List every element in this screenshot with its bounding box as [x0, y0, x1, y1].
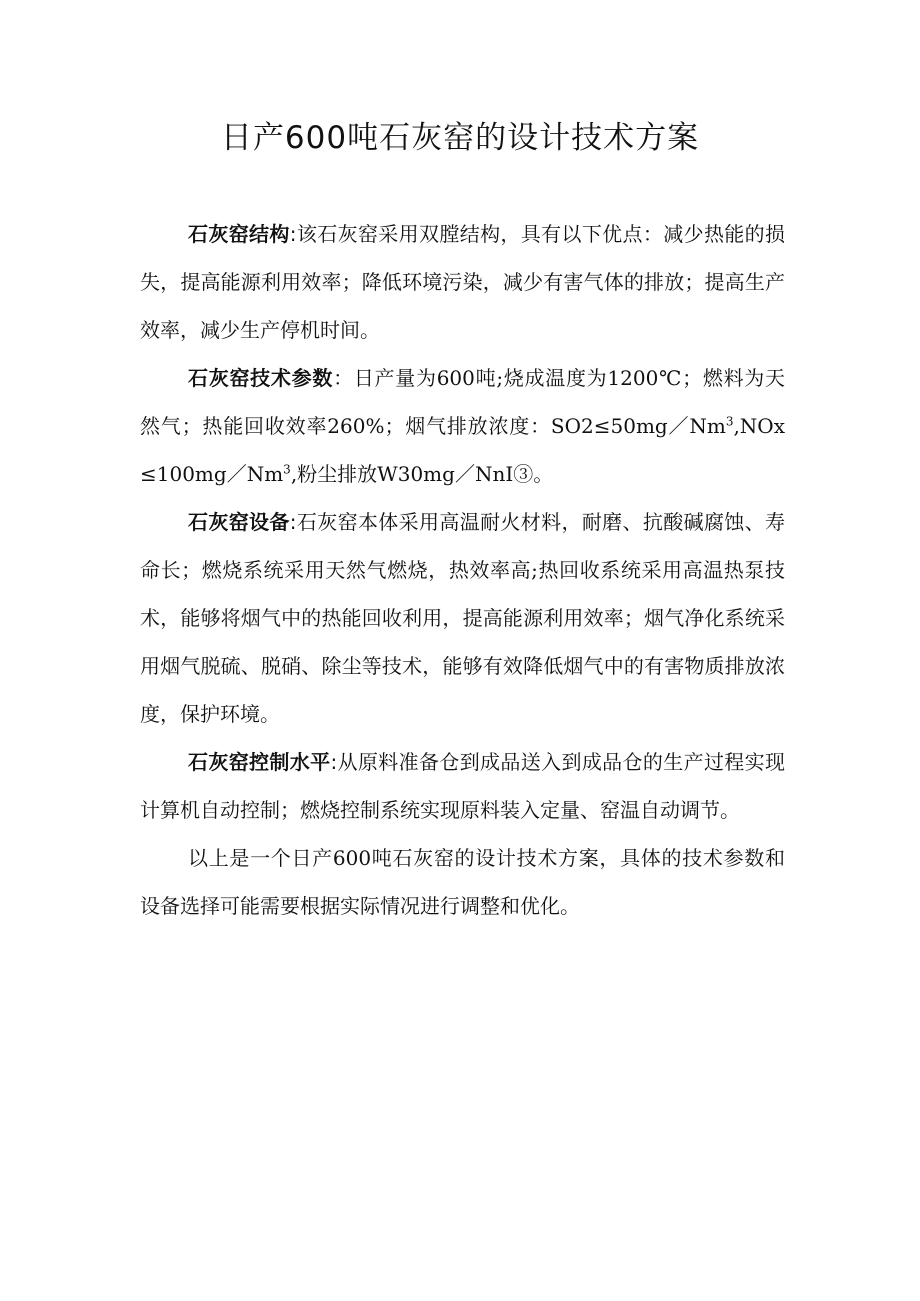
- section-text-structure: 该石灰窑采用双膛结构，具有以下优点：减少热能的损失，提高能源利用效率；降低环境污染，减少有害气体的排放；提高生产效率，减少生产停机时间。: [140, 222, 786, 342]
- section-heading-equipment: 石灰窑设备: [188, 510, 290, 534]
- document-body: [140, 210, 785, 930]
- paragraph-control: [140, 738, 785, 834]
- paragraph-conclusion: 以上是一个日产600吨石灰窑的设计技术方案，具体的技术参数和设备选择可能需要根据实际情况进行调整和优化。: [140, 846, 785, 918]
- section-heading-structure: 石灰窑结构: [188, 222, 290, 246]
- superscript-3: 3: [725, 414, 734, 429]
- heading-separator: :: [330, 750, 338, 774]
- section-heading-control: 石灰窑控制水平: [188, 750, 331, 774]
- heading-separator: ：: [333, 366, 354, 390]
- section-text-parameters-part3: ,粉尘排放W30mg／NnI③。: [290, 462, 554, 486]
- section-text-parameters-part1: 日产量为600吨;烧成温度为1200℃；燃料为天然气；热能回收效率260%；烟气排放浓度：SO2≤50mg／Nm: [140, 366, 786, 438]
- section-text-control: 从原料准备仓到成品送入到成品仓的生产过程实现计算机自动控制；燃烧控制系统实现原料装入定量、窑温自动调节。: [140, 750, 786, 822]
- superscript-3: 3: [283, 462, 291, 477]
- paragraph-parameters: [140, 354, 785, 498]
- paragraph-equipment: [140, 498, 785, 738]
- heading-separator: :: [289, 510, 297, 534]
- section-text-parameters-part2: ,NOx≤100mg／Nm: [140, 414, 785, 486]
- section-heading-parameters: 石灰窑技术参数: [188, 366, 334, 390]
- heading-separator: :: [289, 222, 297, 246]
- document-title: 日产600吨石灰窑的设计技术方案: [220, 120, 700, 156]
- section-text-equipment: 石灰窑本体采用高温耐火材料，耐磨、抗酸碱腐蚀、寿命长；燃烧系统采用天然气燃烧，热效率高;热回收系统采用高温热泵技术，能够将烟气中的热能回收利用，提高能源利用效率；烟气净化系统采用烟气脱硫、脱硝、除尘等技术，能够有效降低烟气中的有害物质排放浓度，保护环境。: [140, 510, 786, 726]
- paragraph-structure: [140, 210, 785, 354]
